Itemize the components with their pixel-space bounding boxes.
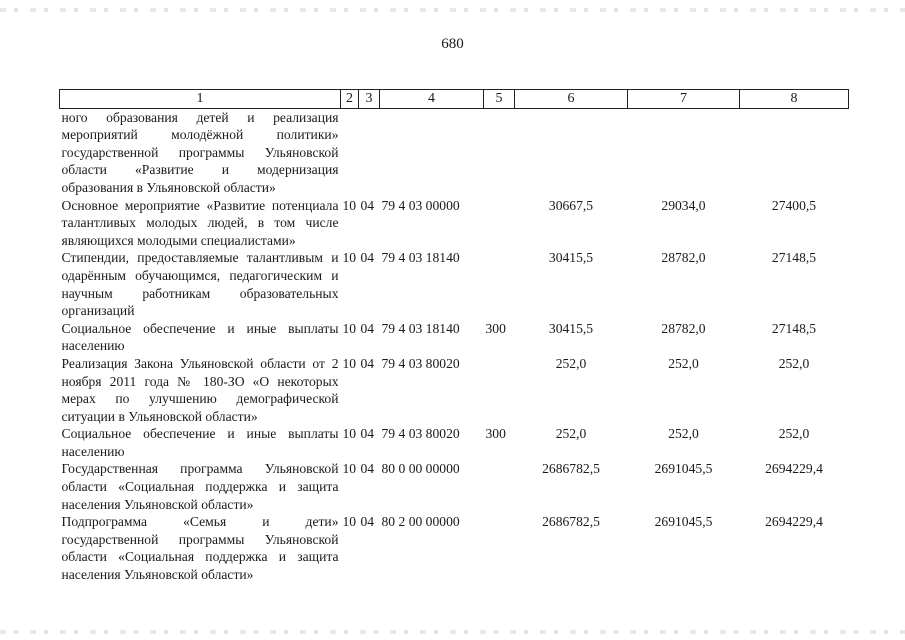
table-header [60, 90, 849, 109]
row-subsection: 04 [360, 426, 375, 442]
row-amount-col8: 2694229,4 [765, 514, 823, 530]
row-section: 10 [342, 426, 357, 442]
header-col-4: 4 [380, 90, 484, 109]
row-section: 10 [342, 514, 357, 530]
row-subsection: 04 [360, 320, 375, 336]
row-target-code: 80 2 00 00000 [381, 514, 460, 530]
row-expense-type [484, 460, 515, 513]
table-row [60, 108, 849, 196]
row-expense-type [484, 355, 515, 425]
row-amount-col8: 27148,5 [771, 320, 817, 336]
row-amount-col8: 27400,5 [771, 197, 817, 213]
row-amount-col6: 252,0 [555, 355, 587, 371]
row-expense-type [484, 249, 515, 319]
row-target-code: 79 4 03 18140 [381, 320, 460, 336]
row-amount-col6: 2686782,5 [542, 461, 600, 477]
row-expense-type [484, 197, 515, 250]
row-target-code [380, 108, 484, 196]
row-amount-col8: 27148,5 [771, 250, 817, 266]
row-amount-col7: 252,0 [668, 355, 699, 371]
row-section: 10 [342, 197, 357, 213]
row-amount-col8: 2694229,4 [765, 461, 823, 477]
row-amount-col6: 30415,5 [548, 320, 594, 336]
header-col-3: 3 [359, 90, 380, 109]
row-section: 10 [342, 461, 357, 477]
table-row [60, 249, 849, 319]
row-amount-col7: 252,0 [668, 426, 699, 442]
row-amount-col7: 28782,0 [661, 250, 706, 266]
row-expense-type: 300 [485, 320, 506, 336]
header-col-7: 7 [628, 90, 740, 109]
table-row [60, 320, 849, 355]
table-row [60, 425, 849, 460]
row-amount-col7: 28782,0 [661, 320, 706, 336]
header-col-1: 1 [60, 90, 341, 109]
row-expense-type: 300 [485, 426, 506, 442]
row-name: ного образования детей и реализация мероприятий молодёжной политики» государственной программы Ульяновской области «Развитие и модернизация образования в Ульяновской области» [61, 109, 339, 195]
row-name: Государственная программа Ульяновской области «Социальная поддержка и защита населения Ульяновской области» [61, 461, 339, 512]
row-amount-col8 [740, 108, 849, 196]
row-name: Стипендии, предоставляемые талантливым и одарённым обучающимся, педагогическим и научным работникам образовательных организаций [61, 250, 339, 319]
table-row [60, 197, 849, 250]
header-col-8: 8 [740, 90, 849, 109]
row-subsection: 04 [360, 250, 375, 266]
row-amount-col7 [628, 108, 740, 196]
row-target-code: 80 0 00 00000 [381, 461, 460, 477]
row-subsection [359, 108, 380, 196]
row-amount-col6: 30415,5 [548, 250, 594, 266]
table-row [60, 460, 849, 513]
header-col-2: 2 [341, 90, 359, 109]
table-row [60, 355, 849, 425]
row-section: 10 [342, 320, 357, 336]
row-amount-col8: 252,0 [778, 426, 810, 442]
row-section [341, 108, 359, 196]
table-row [60, 513, 849, 583]
row-amount-col7: 2691045,5 [654, 514, 713, 530]
table-body [60, 108, 849, 584]
row-name: Социальное обеспечение и иные выплаты населению [61, 426, 339, 459]
row-expense-type [484, 108, 515, 196]
row-target-code: 79 4 03 80020 [381, 355, 460, 371]
row-amount-col7: 29034,0 [661, 197, 706, 213]
row-section: 10 [342, 355, 357, 371]
scan-edge-bottom [0, 630, 905, 634]
row-target-code: 79 4 03 80020 [381, 426, 460, 442]
row-amount-col7: 2691045,5 [654, 461, 713, 477]
budget-table [59, 89, 849, 584]
header-col-5: 5 [484, 90, 515, 109]
row-subsection: 04 [360, 461, 375, 477]
row-amount-col8: 252,0 [778, 355, 810, 371]
row-amount-col6: 30667,5 [548, 197, 594, 213]
row-amount-col6: 2686782,5 [542, 514, 600, 530]
row-name: Основное мероприятие «Развитие потенциала талантливых молодых людей, в том числе являющихся молодыми специалистами» [61, 197, 339, 248]
header-row [60, 90, 849, 109]
row-expense-type [484, 513, 515, 583]
row-subsection: 04 [360, 355, 375, 371]
row-subsection: 04 [360, 197, 375, 213]
row-target-code: 79 4 03 00000 [381, 197, 460, 213]
header-col-6: 6 [515, 90, 628, 109]
row-subsection: 04 [360, 514, 375, 530]
row-name: Реализация Закона Ульяновской области от 2 ноября 2011 года № 180-ЗО «О некоторых мерах по улучшению демографической ситуации в Ульяновской области» [61, 355, 339, 424]
row-section: 10 [342, 250, 357, 266]
row-name: Подпрограмма «Семья и дети» государственной программы Ульяновской области «Социальная поддержка и защита населения Ульяновской области» [61, 514, 339, 583]
scan-edge-top [0, 8, 905, 12]
row-amount-col6: 252,0 [555, 426, 587, 442]
row-name: Социальное обеспечение и иные выплаты населению [61, 320, 339, 354]
row-target-code: 79 4 03 18140 [381, 250, 460, 266]
page-number: 680 [441, 36, 464, 52]
row-amount-col6 [515, 108, 628, 196]
